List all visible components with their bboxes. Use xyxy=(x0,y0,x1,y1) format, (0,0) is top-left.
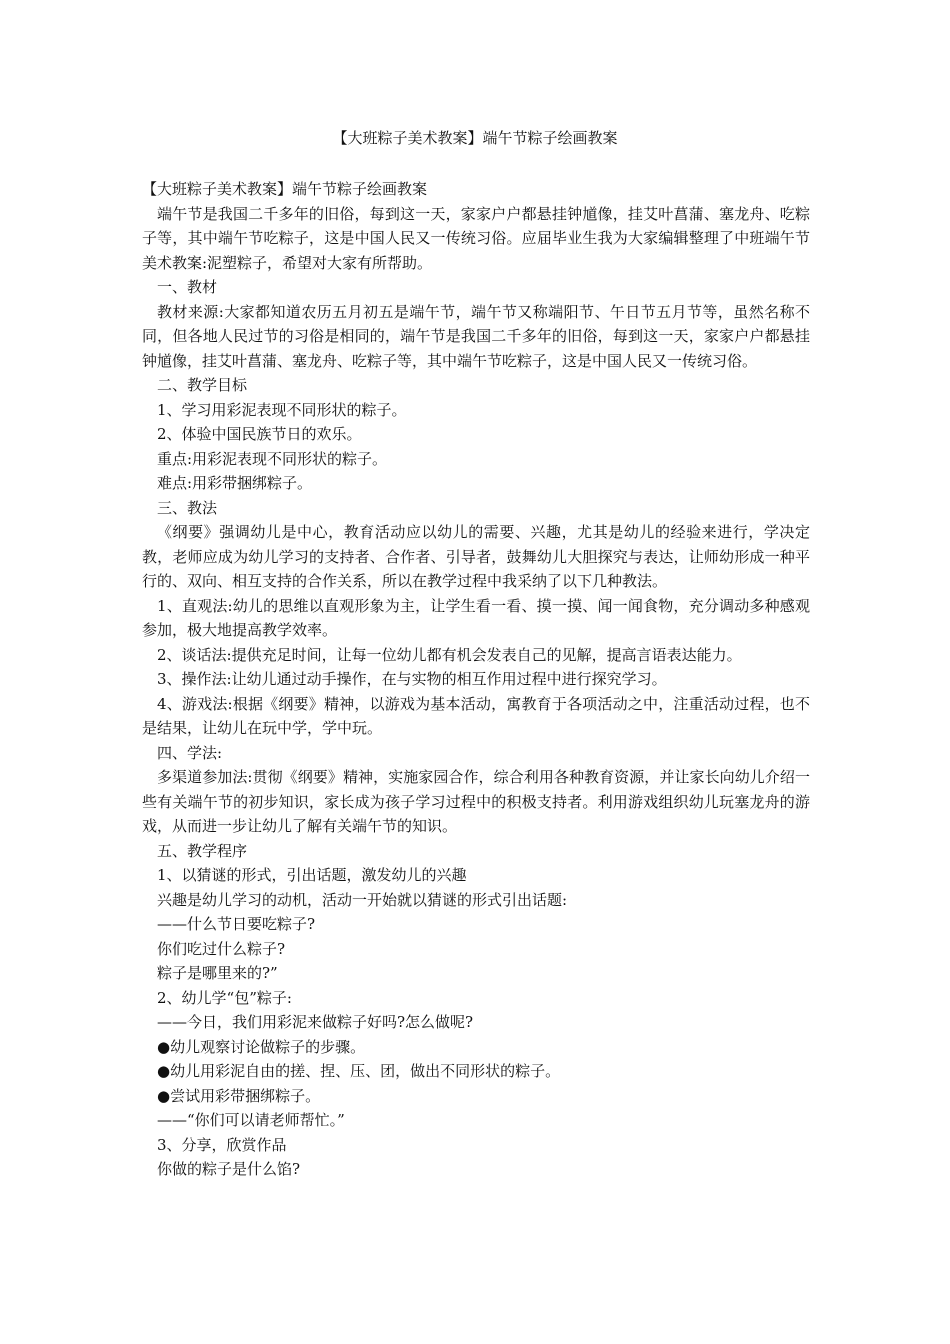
paragraph: 你做的粽子是什么馅? xyxy=(157,1160,301,1178)
paragraph: 2、体验中国民族节日的欢乐。 xyxy=(157,425,362,443)
paragraph: 多渠道参加法:贯彻《纲要》精神，实施家园合作，综合利用各种教育资源，并让家长向幼儿介绍一些有关端午节的初步知识，家长成为孩子学习过程中的积极支持者。利用游戏组织幼儿玩塞龙舟的游戏，从而进一步让幼儿了解有关端午节的知识。 xyxy=(142,768,810,835)
paragraph: ●幼儿观察讨论做粽子的步骤。 xyxy=(157,1037,366,1056)
paragraph: ——“你们可以请老师帮忙。” xyxy=(157,1111,345,1129)
paragraph: 四、学法: xyxy=(157,743,223,762)
paragraph: 二、教学目标 xyxy=(157,376,248,394)
document-title: 【大班粽子美术教案】端午节粽子绘画教案 xyxy=(332,129,618,147)
paragraph: 1、以猜谜的形式，引出话题，激发幼儿的兴趣 xyxy=(157,866,467,884)
paragraph: 三、教法 xyxy=(157,498,218,517)
paragraph: 2、谈话法:提供充足时间，让每一位幼儿都有机会发表自己的见解，提高言语表达能力。 xyxy=(157,645,742,664)
paragraph: 《纲要》强调幼儿是中心，教育活动应以幼儿的需要、兴趣，尤其是幼儿的经验来进行，学决定教，老师应成为幼儿学习的支持者、合作者、引导者，鼓舞幼儿大胆探究与表达，让师幼形成一种平行的、双向、相互支持的合作关系，所以在教学过程中我采纳了以下几种教法。 xyxy=(142,523,810,590)
paragraph: 粽子是哪里来的?” xyxy=(157,964,278,982)
paragraph: 你们吃过什么粽子? xyxy=(157,939,286,958)
paragraph: 【大班粽子美术教案】端午节粽子绘画教案 xyxy=(142,180,428,198)
paragraph: 一、教材 xyxy=(157,278,218,296)
paragraph: ——什么节日要吃粽子? xyxy=(157,915,316,933)
paragraph: 1、直观法:幼儿的思维以直观形象为主，让学生看一看、摸一摸、闻一闻食物，充分调动多种感观参加，极大地提高教学效率。 xyxy=(142,596,810,639)
paragraph: 难点:用彩带捆绑粽子。 xyxy=(157,474,313,492)
paragraph: ——今日，我们用彩泥来做粽子好吗?怎么做呢? xyxy=(157,1013,474,1031)
paragraph: ●幼儿用彩泥自由的搓、捏、压、团，做出不同形状的粽子。 xyxy=(157,1062,561,1080)
paragraph: 兴趣是幼儿学习的动机，活动一开始就以猜谜的形式引出话题: xyxy=(157,890,568,909)
paragraph: 2、幼儿学“包”粽子: xyxy=(157,988,292,1007)
paragraph: 4、游戏法:根据《纲要》精神，以游戏为基本活动，寓教育于各项活动之中，注重活动过程，也不是结果，让幼儿在玩中学，学中玩。 xyxy=(142,694,810,737)
paragraph: 重点:用彩泥表现不同形状的粽子。 xyxy=(157,449,388,468)
paragraph: 教材来源:大家都知道农历五月初五是端午节，端午节又称端阳节、午日节五月节等，虽然名称不同，但各地人民过节的习俗是相同的，端午节是我国二千多年的旧俗，每到这一天，家家户户都悬挂钟馗像，挂艾叶菖蒲、塞龙舟、吃粽子等，其中端午节吃粽子，这是中国人民又一传统习俗。 xyxy=(142,302,810,370)
document-body xyxy=(142,177,810,1182)
paragraph: 1、学习用彩泥表现不同形状的粽子。 xyxy=(157,400,407,419)
paragraph: 五、教学程序 xyxy=(157,841,248,860)
paragraph: ●尝试用彩带捆绑粽子。 xyxy=(157,1086,321,1105)
paragraph: 3、分享，欣赏作品 xyxy=(157,1135,287,1154)
paragraph: 3、操作法:让幼儿通过动手操作，在与实物的相互作用过程中进行探究学习。 xyxy=(157,670,667,688)
paragraph: 端午节是我国二千多年的旧俗，每到这一天，家家户户都悬挂钟馗像，挂艾叶菖蒲、塞龙舟、吃粽子等，其中端午节吃粽子，这是中国人民又一传统习俗。应届毕业生我为大家编辑整理了中班端午节美术教案:泥塑粽子，希望对大家有所帮助。 xyxy=(142,204,810,272)
